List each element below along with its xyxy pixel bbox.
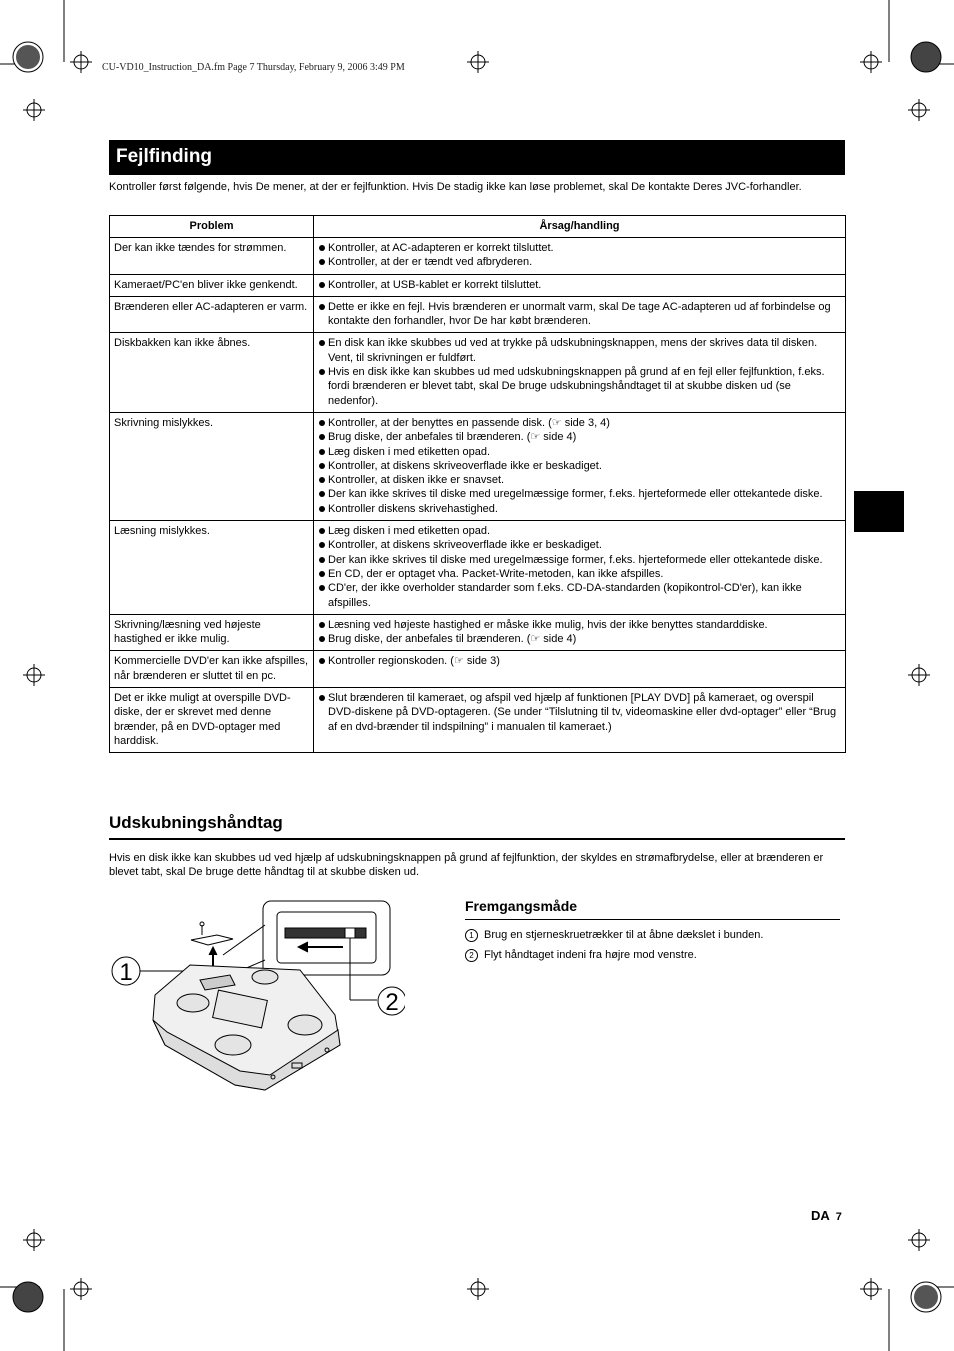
bullet-icon: [319, 622, 325, 628]
bullet-icon: [319, 528, 325, 534]
subsection-title: Udskubningshåndtag: [109, 811, 845, 840]
problem-cell: Skrivning mislykkes.: [110, 412, 314, 520]
table-row: [110, 651, 846, 688]
list-item: [318, 581, 841, 610]
action-cell: [314, 333, 846, 412]
list-item: [318, 567, 841, 581]
problem-cell: Læsning mislykkes.: [110, 521, 314, 615]
list-item-text: En disk kan ikke skubbes ud ved at trykke på udskubningsknappen, mens der skrives data til disken. Vent, til skrivningen er fuldført.: [328, 337, 818, 364]
list-item: [318, 365, 841, 408]
list-item-text: Læg disken i med etiketten opad.: [328, 525, 491, 538]
procedure-step-1: [465, 928, 763, 942]
list-item-text: Kontroller, at der benyttes en passende disk. (☞ side 3, 4): [328, 416, 610, 429]
list-item: [318, 430, 841, 444]
list-item-text: Kontroller, at der er tændt ved afbryderen.: [328, 256, 533, 269]
procedure-title: Fremgangsmåde: [465, 896, 840, 920]
callout-2-label: 2: [385, 989, 399, 1016]
troubleshooting-table: [109, 215, 846, 753]
list-item: [318, 336, 841, 365]
intro-text: Kontroller først følgende, hvis De mener, at der er fejlfunktion. Hvis De stadig ikke kan løse problemet, skal De kontakte Deres JVC-forhandler.: [109, 181, 802, 193]
problem-cell: Det er ikke muligt at overspille DVD-diske, der er skrevet med denne brænder, på en DVD-optager med harddisk.: [110, 688, 314, 753]
list-item: [318, 691, 841, 734]
list-item-text: Læsning ved højeste hastighed er måske ikke mulig, hvis der ikke benyttes standarddiske.: [328, 618, 768, 631]
list-item-text: Hvis en disk ikke kan skubbes ud med udskubningsknappen på grund af en fejl eller fejlfunktion, f.eks. fordi brænderen er blevet tabt, skal De bruge udskubningshåndtaget til at skubbe disken ud (se nedenfor).: [328, 366, 825, 407]
action-cell: [314, 651, 846, 688]
bullet-icon: [319, 542, 325, 548]
bullet-icon: [319, 477, 325, 483]
action-list: [318, 416, 841, 516]
subsection-intro: Hvis en disk ikke kan skubbes ud ved hjælp af udskubningsknappen på grund af fejlfunktion, der skyldes en strømafbrydelse, eller at brænderen er blevet tabt, skal De bruge dette håndtag til at skubbe disken ud.: [109, 852, 824, 878]
page-number: 7: [835, 1211, 842, 1223]
step-number: 2: [465, 949, 478, 962]
bullet-icon: [319, 557, 325, 563]
table-row: [110, 614, 846, 651]
bullet-icon: [319, 420, 325, 426]
list-item: [318, 538, 841, 552]
step-number: 1: [465, 929, 478, 942]
action-cell: [314, 296, 846, 333]
list-item: [318, 502, 841, 516]
list-item-text: Kontroller, at diskens skriveoverflade ikke er beskadiget.: [328, 459, 602, 472]
list-item: [318, 473, 841, 487]
list-item-text: Der kan ikke skrives til diske med uregelmæssige former, f.eks. hjerteformede eller ottekantede diske.: [328, 488, 823, 501]
problem-cell: Kommercielle DVD'er kan ikke afspilles, når brænderen er sluttet til en pc.: [110, 651, 314, 688]
table-row: [110, 521, 846, 615]
list-item-text: Kontroller regionskoden. (☞ side 3): [328, 655, 500, 668]
action-list: [318, 336, 841, 407]
bullet-icon: [319, 506, 325, 512]
list-item: [318, 445, 841, 459]
action-cell: [314, 688, 846, 753]
action-cell: [314, 238, 846, 275]
list-item-text: Der kan ikke skrives til diske med uregelmæssige former, f.eks. hjerteformede eller ottekantede diske.: [328, 553, 823, 566]
column-header-cause: Årsag/handling: [314, 216, 846, 238]
list-item: [318, 278, 841, 292]
problem-cell: Brænderen eller AC-adapteren er varm.: [110, 296, 314, 333]
bullet-icon: [319, 585, 325, 591]
action-cell: [314, 274, 846, 296]
bullet-icon: [319, 304, 325, 310]
bullet-icon: [319, 245, 325, 251]
list-item-text: Kontroller, at AC-adapteren er korrekt tilsluttet.: [328, 242, 554, 254]
action-cell: [314, 614, 846, 651]
bullet-icon: [319, 491, 325, 497]
list-item: [318, 654, 841, 668]
bullet-icon: [319, 369, 325, 375]
procedure-step-2: [465, 948, 697, 962]
print-info: CU-VD10_Instruction_DA.fm Page 7 Thursday, February 9, 2006 3:49 PM: [102, 62, 405, 73]
bullet-icon: [319, 658, 325, 664]
bullet-icon: [319, 695, 325, 701]
step-text: Flyt håndtaget indeni fra højre mod venstre.: [484, 949, 697, 961]
bullet-icon: [319, 636, 325, 642]
table-body: [110, 238, 846, 753]
bullet-icon: [319, 571, 325, 577]
table-row: [110, 412, 846, 520]
page-title: Fejlfinding: [109, 140, 845, 175]
list-item: [318, 300, 841, 329]
action-list: [318, 278, 841, 292]
list-item: [318, 618, 841, 632]
bullet-icon: [319, 259, 325, 265]
list-item-text: Dette er ikke en fejl. Hvis brænderen er unormalt varm, skal De tage AC-adapteren ud af forbindelse og kontakte den forhandler, hvor De har købt brænderen.: [328, 300, 831, 328]
thumb-index-tab: [854, 491, 904, 532]
bullet-icon: [319, 282, 325, 288]
step-text: Brug en stjerneskruetrækker til at åbne dækslet i bunden.: [484, 929, 764, 941]
action-list: [318, 618, 841, 647]
list-item: [318, 416, 841, 430]
action-cell: [314, 521, 846, 615]
action-list: [318, 524, 841, 610]
list-item: [318, 459, 841, 473]
list-item: [318, 632, 841, 646]
eject-lever-illustration: [105, 895, 405, 1100]
problem-cell: Skrivning/læsning ved højeste hastighed er ikke mulig.: [110, 614, 314, 651]
problem-cell: Diskbakken kan ikke åbnes.: [110, 333, 314, 412]
list-item-text: Brug diske, der anbefales til brænderen. (☞ side 4): [328, 633, 577, 646]
page-language: DA: [811, 1208, 830, 1223]
list-item: [318, 553, 841, 567]
table-row: [110, 333, 846, 412]
action-list: [318, 654, 841, 668]
problem-cell: Der kan ikke tændes for strømmen.: [110, 238, 314, 275]
column-header-problem: Problem: [110, 216, 314, 238]
table-row: [110, 274, 846, 296]
table-row: [110, 688, 846, 753]
list-item-text: CD'er, der ikke overholder standarder som f.eks. CD-DA-standarden (kopikontrol-CD'er), kan ikke afspilles.: [328, 582, 802, 609]
bullet-icon: [319, 449, 325, 455]
list-item-text: Læg disken i med etiketten opad.: [328, 445, 491, 458]
bullet-icon: [319, 340, 325, 346]
bullet-icon: [319, 463, 325, 469]
list-item: [318, 487, 841, 501]
table-row: [110, 296, 846, 333]
table-row: [110, 238, 846, 275]
problem-cell: Kameraet/PC'en bliver ikke genkendt.: [110, 274, 314, 296]
list-item: [318, 255, 841, 269]
action-cell: [314, 412, 846, 520]
list-item-text: Kontroller, at disken ikke er snavset.: [328, 474, 505, 487]
list-item: [318, 524, 841, 538]
bullet-icon: [319, 434, 325, 440]
list-item-text: Kontroller diskens skrivehastighed.: [328, 502, 498, 515]
callout-1-label: 1: [119, 959, 133, 986]
list-item-text: Kontroller, at USB-kablet er korrekt tilsluttet.: [328, 278, 542, 291]
list-item-text: En CD, der er optaget vha. Packet-Write-metoden, kan ikke afspilles.: [328, 567, 664, 580]
list-item-text: Slut brænderen til kameraet, og afspil ved hjælp af funktionen [PLAY DVD] på kameraet, og overspil DVD-diskene på DVD-optageren. (Se under “Tilslutning til tv, videomaskine eller dvd-optager” eller “Brug af en dvd-brænder til indspilning” i manualen til kameraet.): [328, 692, 837, 733]
action-list: [318, 300, 841, 329]
list-item: [318, 241, 841, 255]
page-footer: [811, 1208, 842, 1223]
action-list: [318, 691, 841, 734]
action-list: [318, 241, 841, 270]
list-item-text: Kontroller, at diskens skriveoverflade ikke er beskadiget.: [328, 539, 602, 552]
list-item-text: Brug diske, der anbefales til brænderen. (☞ side 4): [328, 431, 577, 444]
